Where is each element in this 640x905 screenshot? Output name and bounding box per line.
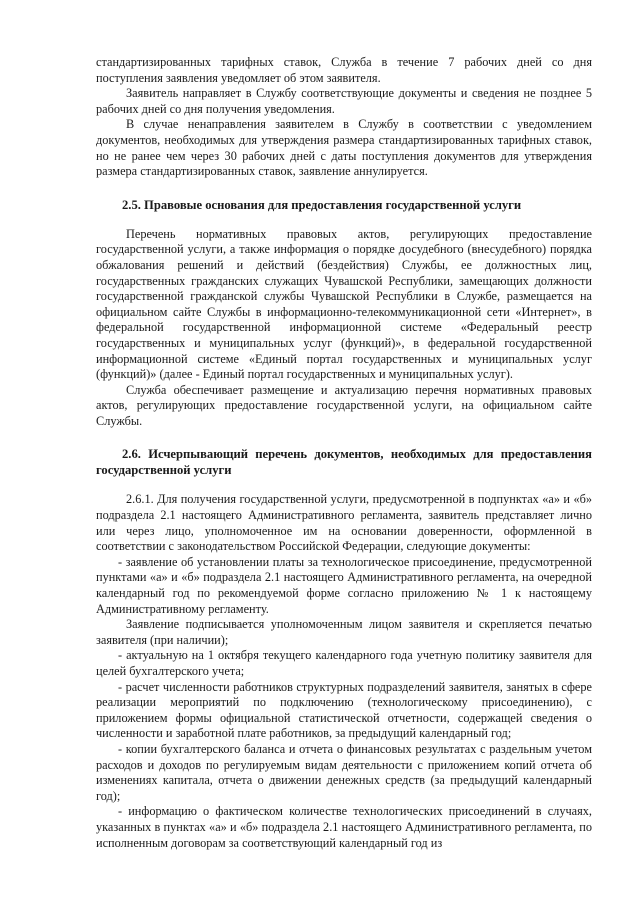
paragraph: стандартизированных тарифных ставок, Служба в течение 7 рабочих дней со дня поступления заявления уведомляет об этом заявителя. (96, 55, 592, 85)
section-heading: 2.6. Исчерпывающий перечень документов, необходимых для предоставления государственной услуги (96, 447, 592, 478)
paragraph: Служба обеспечивает размещение и актуализацию перечня нормативных правовых актов, регулирующих предоставление государственной услуги, на официальном сайте Службы. (96, 382, 592, 428)
paragraph: 2.6.1. Для получения государственной услуги, предусмотренной в подпунктах «а» и «б» подраздела 2.1 настоящего Административного регламента, заявитель представляет лично или через лицо, уполномоченное им на основании доверенности, оформленной в соответствии с законодательством Российской Федерации, следующие документы: (96, 492, 592, 554)
list-item: - заявление об установлении платы за технологическое присоединение, предусмотренной пунктами «а» и «б» подраздела 2.1 настоящего Административного регламента, на очередной календарный год по рекомендуемой форме согласно приложению № 1 к настоящему Административному регламенту. (96, 554, 592, 616)
list-item: - актуальную на 1 октября текущего календарного года учетную политику заявителя для целей бухгалтерского учета; (96, 648, 592, 678)
paragraph: Перечень нормативных правовых актов, регулирующих предоставление государственной услуги, а также информация о порядке досудебного (внесудебного) порядка обжалования решений и действий (бездействия) Службы, ее должностных лиц, государственных гражданских служащих Чувашской Республики, замещающих должности государственной гражданской службы Чувашской Республики в Службе, размещается на официальном сайте Службы в информационно-телекоммуникационной сети «Интернет», в федеральной государственной информационной системе «Федеральный реестр государственных и муниципальных услуг (функций)», в федеральной государственной информационной системе «Единый портал государственных и муниципальных услуг (функций)» (далее - Единый портал государственных и муниципальных услуг). (96, 226, 592, 382)
paragraph: Заявление подписывается уполномоченным лицом заявителя и скрепляется печатью заявителя (при наличии); (96, 617, 592, 647)
paragraph: В случае ненаправления заявителем в Службу в соответствии с уведомлением документов, необходимых для утверждения размера стандартизированных тарифных ставок, но не ранее чем через 30 рабочих дней с даты поступления документов для утверждения размера стандартизированных ставок, заявление аннулируется. (96, 117, 592, 179)
list-item: - информацию о фактическом количестве технологических присоединений в случаях, указанных в пунктах «а» и «б» подраздела 2.1 настоящего Административного регламента, по исполненным договорам за соответствующий календарный год из (96, 804, 592, 850)
paragraph: Заявитель направляет в Службу соответствующие документы и сведения не позднее 5 рабочих дней со дня получения уведомления. (96, 86, 592, 116)
list-item: - копии бухгалтерского баланса и отчета о финансовых результатах с раздельным учетом расходов и доходов по регулируемым видам деятельности с приложением копий отчета об изменениях капитала, отчета о движении денежных средств (за предыдущий календарный год); (96, 741, 592, 803)
list-item: - расчет численности работников структурных подразделений заявителя, занятых в сфере реализации мероприятий по подключению (технологическому присоединению), с приложением формы официальной статистической отчетности, содержащей сведения о численности и заработной плате работников, за предыдущий календарный год; (96, 679, 592, 741)
section-heading: 2.5. Правовые основания для предоставления государственной услуги (122, 197, 522, 212)
